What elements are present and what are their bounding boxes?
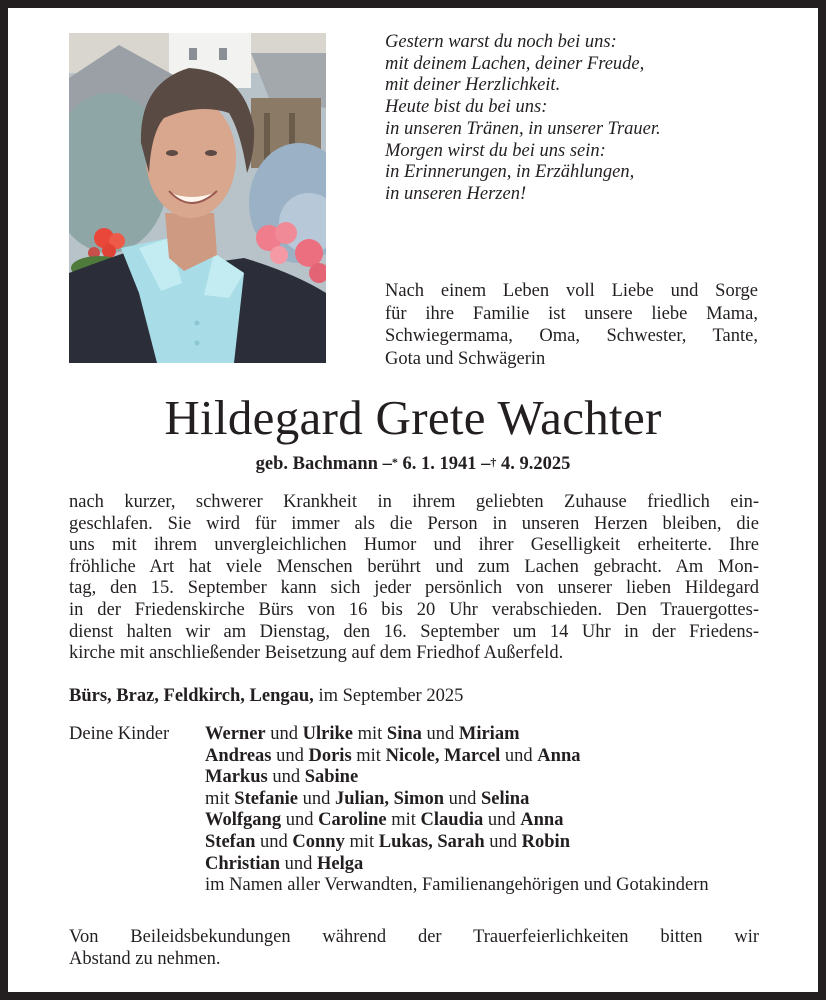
closing-line: Von Beileidsbekundungen während der Trauerfeierlichkeiten bitten wir: [69, 927, 759, 947]
connector-text: mit: [351, 745, 386, 766]
mourners-line: [205, 875, 709, 897]
memorial-poem: [385, 32, 785, 206]
connector-text: und: [298, 788, 336, 809]
connector-text: und: [265, 724, 303, 744]
mourners-line: [205, 789, 709, 811]
place-date: im September 2025: [313, 686, 464, 706]
intro-line: Gota und Schwägerin: [385, 348, 546, 369]
body-line: fröhliche Art hat viele Menschen berührt und zum Lachen gebracht. Am Mon-: [69, 556, 759, 577]
portrait-photo: [69, 33, 326, 363]
mourner-name: Andreas: [205, 745, 272, 766]
connector-text: und: [267, 767, 305, 788]
mourner-name: Christian: [205, 853, 281, 874]
mourners-line: [205, 746, 709, 768]
connector-text: und: [484, 831, 522, 852]
connector-text: und: [421, 724, 459, 744]
mourners-line: [205, 724, 709, 746]
mourner-name: Markus: [205, 767, 268, 788]
intro-line: Schwiegermama, Oma, Schwester, Tante,: [385, 326, 758, 346]
connector-text: mit: [352, 724, 387, 744]
connector-text: und: [271, 745, 309, 766]
birth-name: geb. Bachmann: [255, 454, 378, 474]
connector-text: und: [500, 745, 538, 766]
poem-line: Heute bist du bei uns:: [385, 97, 548, 118]
mourner-name: Stefan: [205, 831, 256, 852]
connector-text: im Namen aller Verwandten, Familienangehörigen und Gotakindern: [205, 875, 709, 896]
body-line: in der Friedenskirche Bürs von 16 bis 20 Uhr verabschieden. Den Trauergottes-: [69, 599, 759, 620]
mourners-line: [205, 854, 709, 876]
body-line: geschlafen. Sie wird für immer als die Person in unseren Herzen bleiben, die: [69, 513, 759, 534]
place-and-date: [69, 685, 463, 707]
connector-text: mit: [386, 810, 421, 831]
intro-line: für ihre Familie ist unsere liebe Mama,: [385, 303, 758, 324]
connector-text: und: [483, 810, 521, 831]
mourners-lines: [205, 724, 709, 897]
obituary-body: [69, 492, 759, 665]
dash-separator: –: [382, 454, 392, 474]
body-line: uns mit ihrem unvergleichlichen Humor und ihrer Geselligkeit erheiterte. Ihre: [69, 535, 759, 556]
death-cross-icon: †: [490, 455, 497, 469]
body-line: nach kurzer, schwerer Krankheit in ihrem geliebten Zuhause friedlich ein-: [69, 492, 759, 512]
mourner-name: Selina: [481, 788, 530, 809]
death-date: 4. 9.2025: [500, 454, 571, 474]
mourner-name: Miriam: [458, 724, 520, 744]
connector-text: mit: [344, 831, 379, 852]
mourner-name: Caroline: [318, 810, 387, 831]
mourner-name: Julian, Simon: [335, 788, 445, 809]
mourner-name: Anna: [520, 810, 564, 831]
body-line: tag, den 15. September kann sich jeder persönlich von unserer lieben Hildegard: [69, 578, 759, 599]
mourners-line: [205, 832, 709, 854]
closing-line: Abstand zu nehmen.: [69, 948, 221, 969]
poem-line: in unseren Tränen, in unserer Trauer.: [385, 118, 661, 139]
mourner-name: Sabine: [304, 767, 359, 788]
mourner-name: Nicole, Marcel: [385, 745, 501, 766]
mourner-name: Conny: [292, 831, 345, 852]
connector-text: mit: [205, 788, 235, 809]
poem-line: in unseren Herzen!: [385, 183, 527, 204]
life-dates: [8, 453, 818, 475]
mourners-lead: Deine Kinder: [69, 724, 170, 744]
mourners-line: [205, 810, 709, 832]
mourner-name: Wolfgang: [205, 810, 282, 831]
intro-text: [385, 280, 758, 370]
poem-line: Morgen wirst du bei uns sein:: [385, 140, 606, 161]
poem-line: mit deiner Herzlichkeit.: [385, 75, 561, 96]
connector-text: und: [444, 788, 482, 809]
mourner-name: Lukas, Sarah: [378, 831, 485, 852]
mourner-name: Anna: [537, 745, 581, 766]
mourner-name: Sina: [386, 724, 422, 744]
dash-separator: –: [481, 454, 491, 474]
mourner-name: Doris: [308, 745, 352, 766]
place-towns: Bürs, Braz, Feldkirch, Lengau,: [69, 686, 314, 706]
birth-star-icon: *: [391, 455, 398, 469]
connector-text: und: [280, 853, 318, 874]
closing-note: [69, 927, 759, 970]
connector-text: und: [281, 810, 319, 831]
mourners-line: [205, 767, 709, 789]
mourner-name: Helga: [317, 853, 364, 874]
mourner-name: Werner: [205, 724, 266, 744]
poem-line: in Erinnerungen, in Erzählungen,: [385, 162, 635, 183]
portrait-illustration: [69, 33, 326, 363]
mourner-name: Ulrike: [302, 724, 353, 744]
mourner-name: Stefanie: [234, 788, 299, 809]
obituary-notice: [8, 8, 818, 992]
mourner-name: Claudia: [420, 810, 484, 831]
deceased-name: Hildegard Grete Wachter: [164, 390, 662, 445]
body-line: dienst halten wir am Dienstag, den 16. September um 14 Uhr in der Friedens-: [69, 621, 759, 642]
poem-line: mit deinem Lachen, deiner Freude,: [385, 53, 645, 74]
connector-text: und: [255, 831, 293, 852]
mourner-name: Robin: [521, 831, 570, 852]
poem-line: Gestern warst du noch bei uns:: [385, 32, 617, 52]
intro-line: Nach einem Leben voll Liebe und Sorge: [385, 281, 758, 301]
body-line: kirche mit anschließender Beisetzung auf dem Friedhof Außerfeld.: [69, 643, 564, 664]
birth-date: 6. 1. 1941: [402, 454, 477, 474]
